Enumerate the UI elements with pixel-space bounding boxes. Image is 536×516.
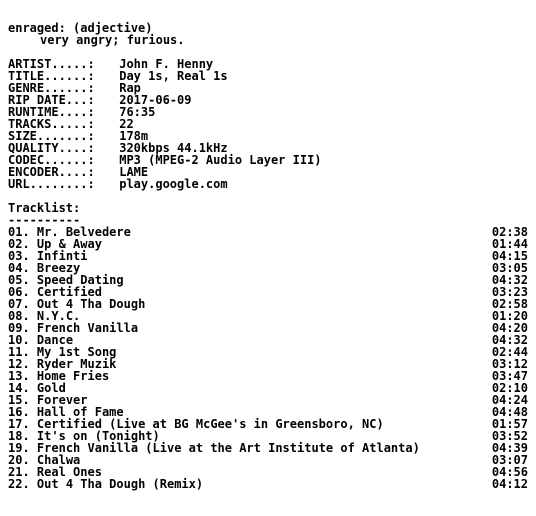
- track-row: [8, 370, 528, 382]
- info-value: 2017-06-09: [119, 93, 192, 107]
- info-row: [8, 178, 528, 190]
- track-duration: 03:23: [491, 285, 528, 299]
- track-duration: 03:47: [491, 369, 528, 383]
- track-number: 04.: [8, 261, 30, 275]
- track-duration: 04:24: [491, 393, 528, 407]
- track-number: 05.: [8, 273, 30, 287]
- track-title: Breezy: [36, 261, 81, 275]
- track-title: Dance: [36, 333, 74, 347]
- tracklist: [8, 226, 528, 490]
- track-row: [8, 250, 528, 262]
- track-duration: 02:58: [491, 297, 528, 311]
- track-title: Real Ones: [36, 465, 102, 479]
- release-info: [8, 58, 528, 190]
- track-number: 19.: [8, 441, 30, 455]
- track-title-cell: [8, 370, 488, 382]
- track-row: [8, 298, 528, 310]
- track-title: Out 4 Tha Dough (Remix): [36, 477, 204, 491]
- track-number: 10.: [8, 333, 30, 347]
- track-duration: 04:15: [491, 249, 528, 263]
- tracklist-heading: Tracklist:: [8, 201, 81, 215]
- track-title: French Vanilla (Live at the Art Institute of Atlanta): [36, 441, 420, 455]
- info-value: 22: [119, 117, 134, 131]
- track-title: French Vanilla: [36, 321, 139, 335]
- info-label: SIZE.......:: [8, 129, 95, 143]
- info-value: Rap: [119, 81, 141, 95]
- track-duration: 01:57: [491, 417, 528, 431]
- track-row: [8, 442, 528, 454]
- track-title-cell: [8, 478, 488, 490]
- track-title: Certified (Live at BG McGee's in Greensboro, NC): [36, 417, 384, 431]
- info-value: 178m: [119, 129, 149, 143]
- info-label: ENCODER....:: [8, 165, 95, 179]
- spacer: [8, 190, 528, 202]
- track-duration: 04:32: [491, 273, 528, 287]
- track-number: 02.: [8, 237, 30, 251]
- track-title: Ryder Muzik: [36, 357, 117, 371]
- track-duration: 03:05: [491, 261, 528, 275]
- info-label: TRACKS.....:: [8, 117, 95, 131]
- track-number: 06.: [8, 285, 30, 299]
- track-duration: 02:38: [491, 225, 528, 239]
- info-label: QUALITY....:: [8, 141, 95, 155]
- track-duration: 01:44: [491, 237, 528, 251]
- info-value: play.google.com: [119, 177, 228, 191]
- track-number: 09.: [8, 321, 30, 335]
- track-duration: 03:07: [491, 453, 528, 467]
- info-label: CODEC......:: [8, 153, 95, 167]
- info-label: TITLE......:: [8, 69, 95, 83]
- track-duration: 04:39: [491, 441, 528, 455]
- track-number: 07.: [8, 297, 30, 311]
- track-title: Up & Away: [36, 237, 102, 251]
- track-duration: 02:44: [491, 345, 528, 359]
- track-title: Infinti: [36, 249, 88, 263]
- track-duration: 04:20: [491, 321, 528, 335]
- track-number: 21.: [8, 465, 30, 479]
- track-title: N.Y.C.: [36, 309, 81, 323]
- track-duration: 03:12: [491, 357, 528, 371]
- track-duration: 04:32: [491, 333, 528, 347]
- info-label: RIP DATE...:: [8, 93, 95, 107]
- nfo-document: [8, 22, 528, 490]
- track-number: 22.: [8, 477, 30, 491]
- track-number: 03.: [8, 249, 30, 263]
- definition-meaning: very angry; furious.: [40, 33, 185, 47]
- info-label: ARTIST.....:: [8, 57, 95, 71]
- track-title: It's on (Tonight): [36, 429, 160, 443]
- track-number: 17.: [8, 417, 30, 431]
- track-title: Mr. Belvedere: [36, 225, 131, 239]
- track-number: 11.: [8, 345, 30, 359]
- track-title: Home Fries: [36, 369, 110, 383]
- info-value: 76:35: [119, 105, 156, 119]
- info-label: GENRE......:: [8, 81, 95, 95]
- track-title: My 1st Song: [36, 345, 117, 359]
- info-label: URL........:: [8, 177, 95, 191]
- track-number: 14.: [8, 381, 30, 395]
- track-number: 15.: [8, 393, 30, 407]
- info-value: John F. Henny: [119, 57, 214, 71]
- info-value: MP3 (MPEG-2 Audio Layer III): [119, 153, 322, 167]
- track-title: Hall of Fame: [36, 405, 124, 419]
- track-title-cell: [8, 322, 488, 334]
- track-number: 18.: [8, 429, 30, 443]
- track-duration: 01:20: [491, 309, 528, 323]
- track-number: 12.: [8, 357, 30, 371]
- track-duration: 04:56: [491, 465, 528, 479]
- info-value: Day 1s, Real 1s: [119, 69, 228, 83]
- info-label: RUNTIME....:: [8, 105, 95, 119]
- track-number: 16.: [8, 405, 30, 419]
- definition-term: enraged: (adjective): [8, 21, 153, 35]
- track-row: [8, 478, 528, 490]
- track-row: [8, 322, 528, 334]
- track-title: Chalwa: [36, 453, 81, 467]
- track-title: Gold: [36, 381, 66, 395]
- track-number: 20.: [8, 453, 30, 467]
- track-duration: 04:48: [491, 405, 528, 419]
- track-title: Out 4 Tha Dough: [36, 297, 146, 311]
- track-duration: 03:52: [491, 429, 528, 443]
- track-title: Certified: [36, 285, 102, 299]
- info-value: LAME: [119, 165, 149, 179]
- info-value: 320kbps 44.1kHz: [119, 141, 228, 155]
- track-title: Forever: [36, 393, 88, 407]
- tracklist-divider: ----------: [8, 213, 81, 227]
- track-number: 13.: [8, 369, 30, 383]
- track-duration: 04:12: [491, 477, 528, 491]
- track-number: 01.: [8, 225, 30, 239]
- track-duration: 02:10: [491, 381, 528, 395]
- track-title: Speed Dating: [36, 273, 124, 287]
- track-number: 08.: [8, 309, 30, 323]
